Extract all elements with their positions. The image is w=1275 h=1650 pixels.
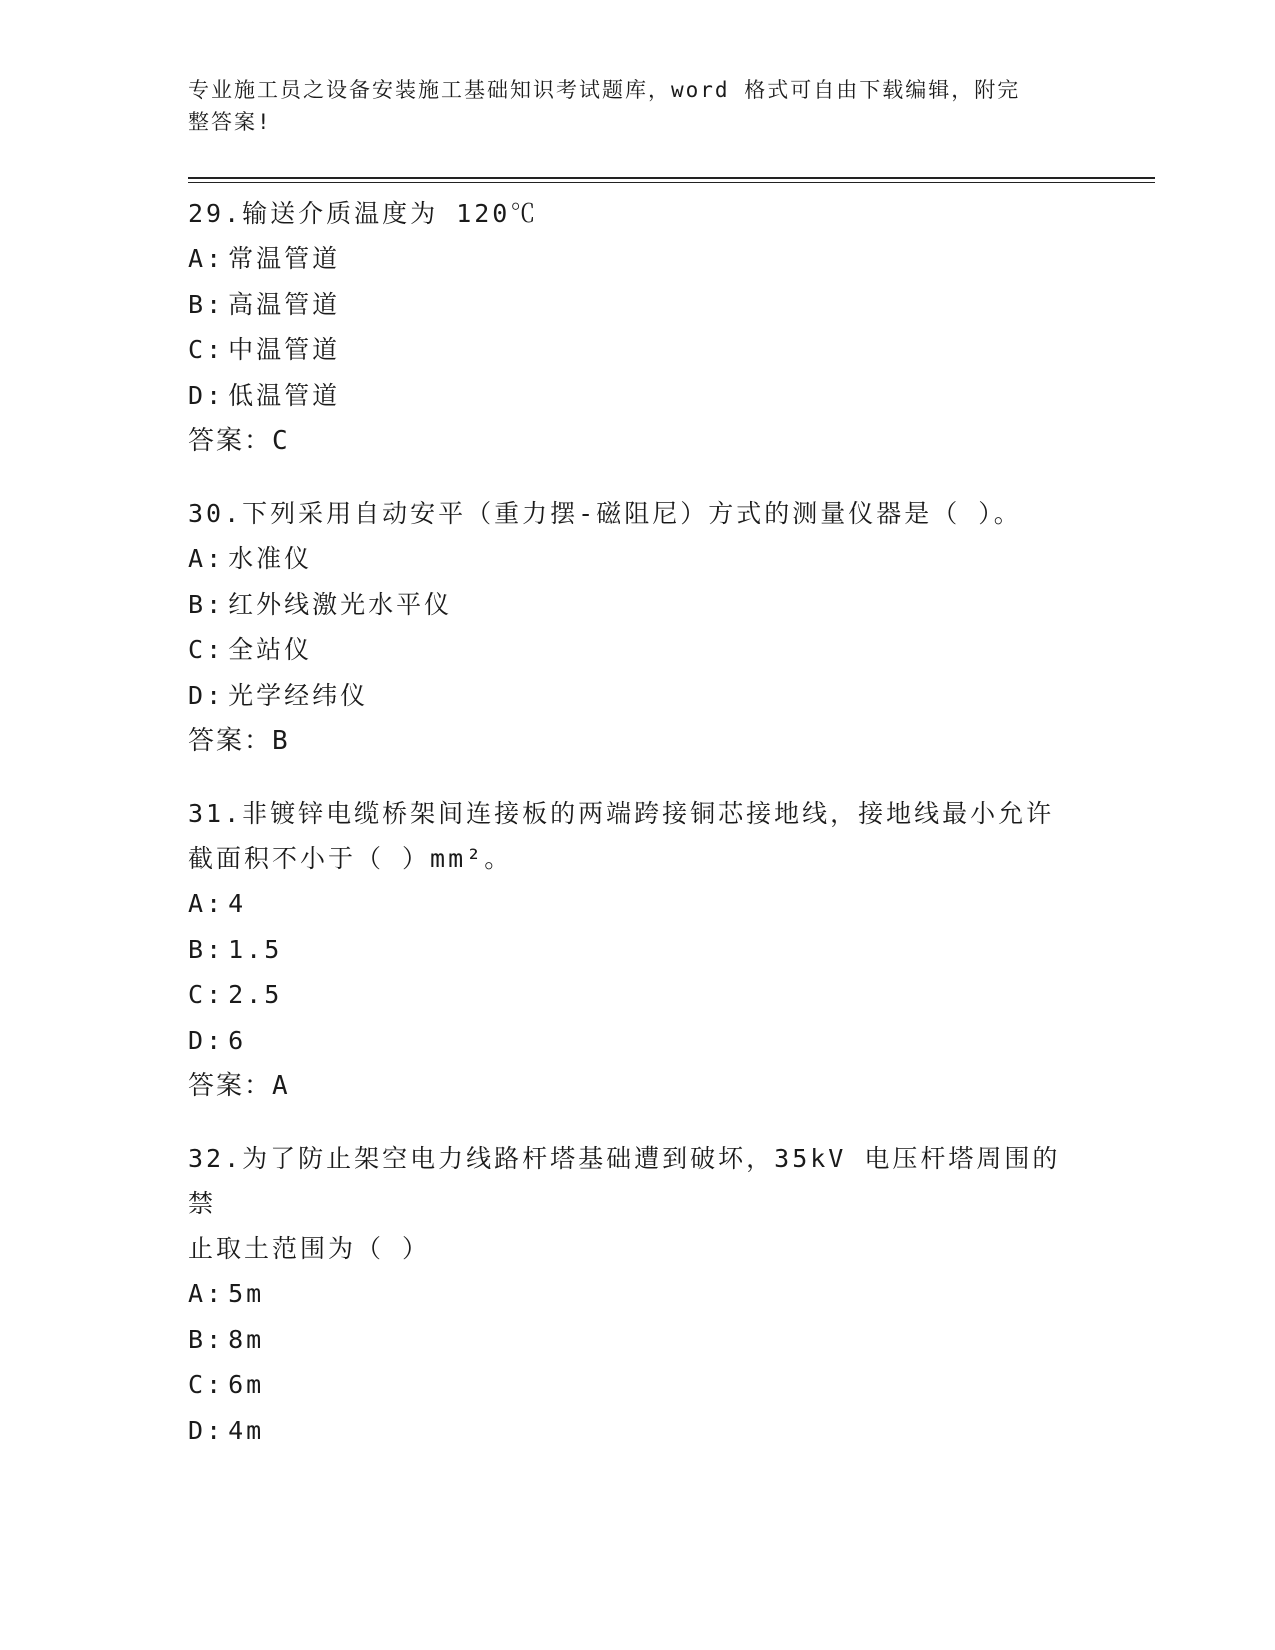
question-list bbox=[188, 191, 1088, 1480]
option-text: 6 bbox=[228, 1025, 247, 1055]
document-header bbox=[188, 74, 1068, 138]
option-b: B: 红外线激光水平仪 bbox=[188, 589, 453, 619]
option-d: D: 6 bbox=[188, 1025, 247, 1055]
option-a: A: 4 bbox=[188, 889, 247, 918]
option-a: A: 水准仪 bbox=[188, 544, 313, 573]
option-text: 8m bbox=[228, 1324, 265, 1354]
question-29 bbox=[188, 191, 1088, 464]
option-d: D: 4m bbox=[188, 1415, 265, 1445]
option-text: 4m bbox=[228, 1415, 265, 1445]
option-text: 全站仪 bbox=[228, 635, 313, 664]
answer-line: 答案：C bbox=[188, 426, 290, 456]
option-text: 5m bbox=[228, 1279, 265, 1308]
option-text: 常温管道 bbox=[228, 244, 341, 273]
header-divider-thick bbox=[188, 177, 1155, 179]
option-text: 高温管道 bbox=[228, 289, 341, 319]
option-text: 红外线激光水平仪 bbox=[228, 589, 453, 619]
option-text: 1.5 bbox=[228, 934, 283, 964]
option-text: 中温管道 bbox=[228, 335, 341, 364]
option-letter: C bbox=[188, 1370, 207, 1399]
option-letter: C bbox=[188, 980, 207, 1009]
option-a: A: 5m bbox=[188, 1279, 265, 1308]
option-letter: C bbox=[188, 635, 207, 664]
question-stem-line-2: 止取土范围为（ ） bbox=[188, 1234, 431, 1263]
option-letter: B bbox=[188, 934, 207, 964]
option-letter: D bbox=[188, 680, 207, 710]
option-d: D: 光学经纬仪 bbox=[188, 680, 369, 710]
option-b: B: 高温管道 bbox=[188, 289, 341, 319]
option-letter: A bbox=[188, 889, 207, 918]
option-letter: D bbox=[188, 1415, 207, 1445]
question-stem-line-2: 截面积不小于（ ）mm²。 bbox=[188, 844, 513, 873]
option-text: 2.5 bbox=[228, 980, 283, 1009]
option-letter: A bbox=[188, 544, 207, 573]
question-30 bbox=[188, 491, 1088, 764]
option-letter: B bbox=[188, 289, 207, 319]
option-text: 低温管道 bbox=[228, 380, 341, 410]
option-text: 6m bbox=[228, 1370, 265, 1399]
option-letter: C bbox=[188, 335, 207, 364]
option-c: C: 中温管道 bbox=[188, 335, 341, 364]
option-letter: A bbox=[188, 1279, 207, 1308]
question-31 bbox=[188, 791, 1088, 1109]
option-letter: D bbox=[188, 1025, 207, 1055]
option-text: 光学经纬仪 bbox=[228, 680, 369, 710]
answer-line: 答案：B bbox=[188, 726, 290, 756]
option-letter: A bbox=[188, 244, 207, 273]
option-c: C: 2.5 bbox=[188, 980, 283, 1009]
option-d: D: 低温管道 bbox=[188, 380, 341, 410]
option-letter: B bbox=[188, 589, 207, 619]
header-line-1: 专业施工员之设备安装施工基础知识考试题库，word 格式可自由下载编辑，附完 bbox=[188, 78, 1021, 102]
question-stem-line-1: 31.非镀锌电缆桥架间连接板的两端跨接铜芯接地线，接地线最小允许 bbox=[188, 799, 1055, 828]
option-a: A: 常温管道 bbox=[188, 244, 341, 273]
header-divider-thin bbox=[188, 182, 1155, 183]
option-b: B: 8m bbox=[188, 1324, 265, 1354]
question-stem: 29.输送介质温度为 120℃ bbox=[188, 199, 539, 228]
option-text: 4 bbox=[228, 889, 247, 918]
question-stem: 30.下列采用自动安平（重力摆-磁阻尼）方式的测量仪器是（ ）。 bbox=[188, 499, 1022, 528]
option-c: C: 全站仪 bbox=[188, 635, 313, 664]
question-32 bbox=[188, 1136, 1088, 1453]
option-letter: B bbox=[188, 1324, 207, 1354]
option-b: B: 1.5 bbox=[188, 934, 283, 964]
option-letter: D bbox=[188, 380, 207, 410]
question-stem-line-1: 32.为了防止架空电力线路杆塔基础遭到破坏，35kV 电压杆塔周围的禁 bbox=[188, 1144, 1061, 1218]
answer-line: 答案：A bbox=[188, 1071, 290, 1101]
option-text: 水准仪 bbox=[228, 544, 313, 573]
option-c: C: 6m bbox=[188, 1370, 265, 1399]
header-line-2: 整答案! bbox=[188, 110, 272, 134]
